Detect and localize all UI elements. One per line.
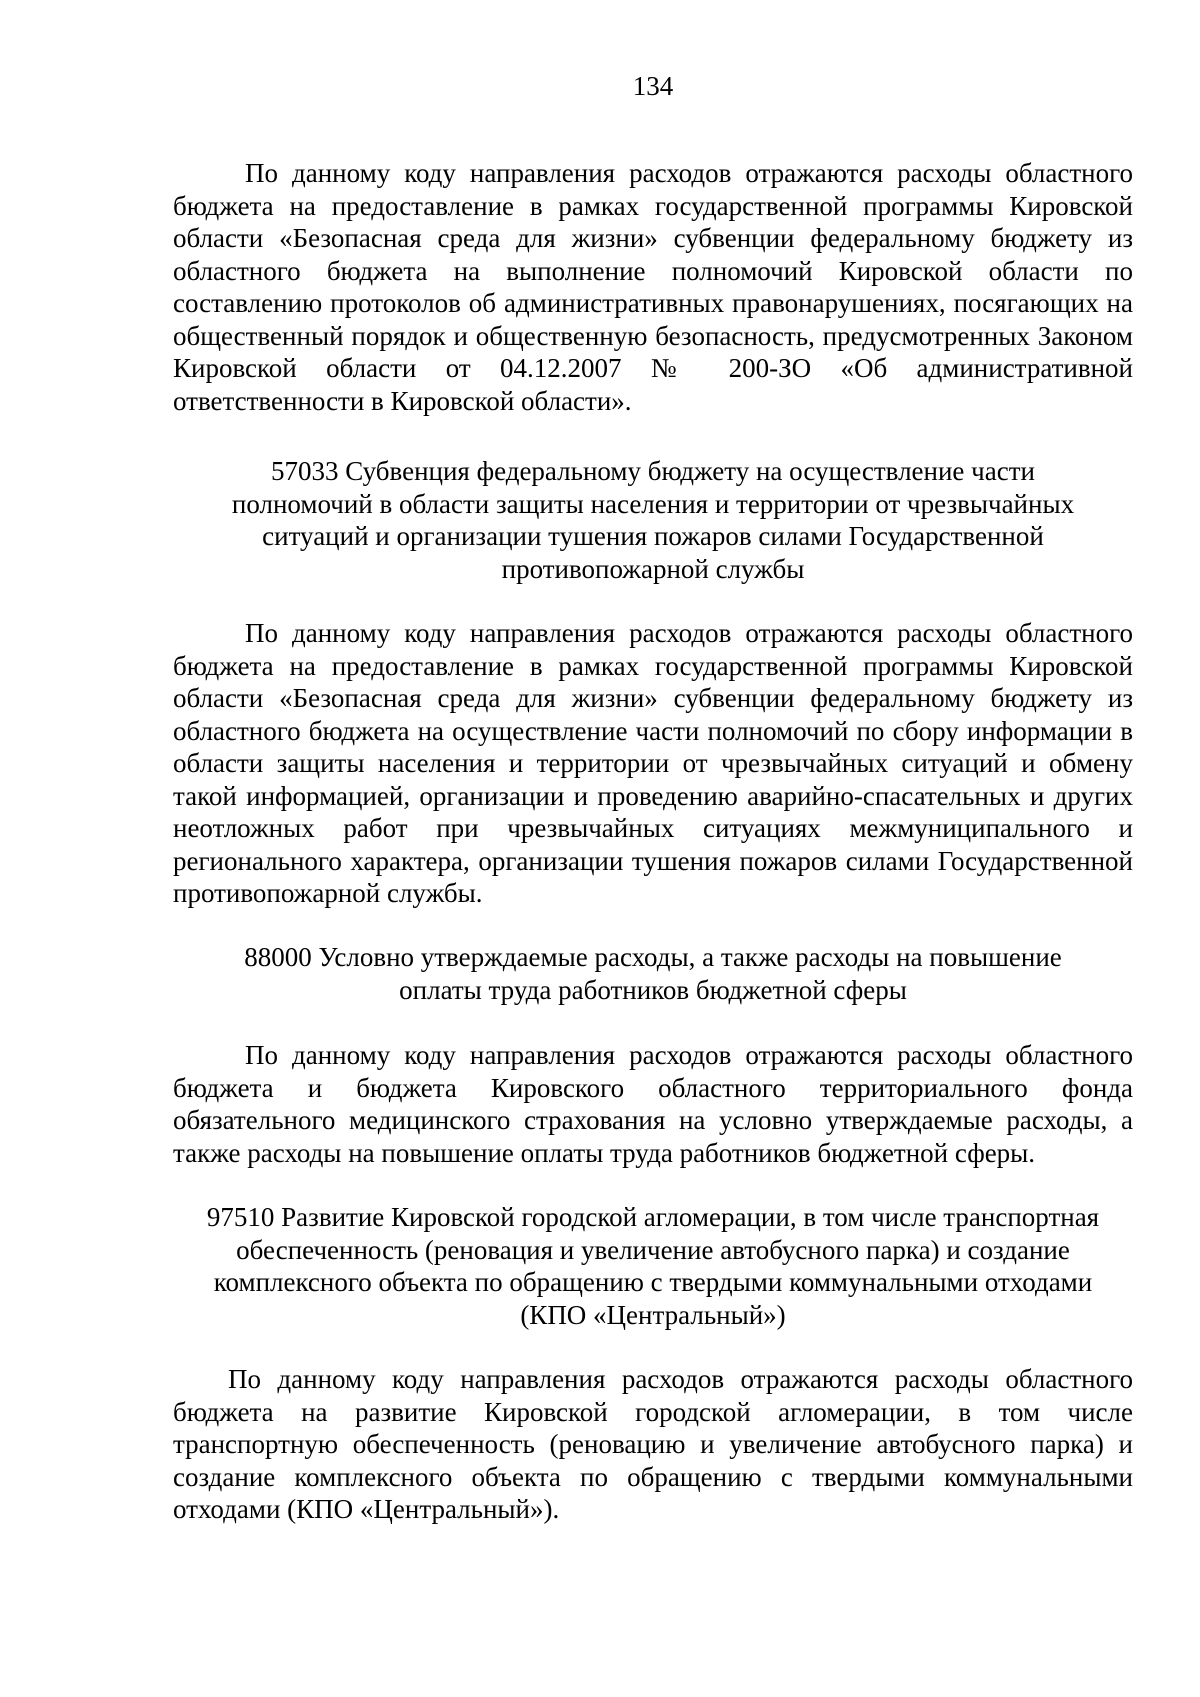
section-97510 — [173, 1201, 1133, 1331]
section-heading: 97510 Развитие Кировской городской агломерации, в том числе транспортная обеспеченность (реновация и увеличение автобусного парка) и создание комплексного объекта по обращению с твердыми коммунальными отходами (КПО «Центральный») — [206, 1202, 1100, 1330]
section-57033-body — [173, 617, 1133, 910]
body-paragraph: По данному коду направления расходов отражаются расходы областного бюджета на предоставление в рамках государственной программы Кировской области «Безопасная среда для жизни» субвенции федеральному бюджету из областного бюджета на выполнение полномочий Кировской области по составлению протоколов об административных правонарушениях, посягающих на общественный порядок и общественную безопасность, предусмотренных Законом Кировской области от 04.12.2007 № 200-ЗО «Об административной ответственности в Кировской области». — [173, 158, 1133, 416]
document-page — [173, 0, 1133, 1697]
body-paragraph: По данному коду направления расходов отражаются расходы областного бюджета на развитие Кировской городской агломерации, в том числе транспортную обеспеченность (реновацию и увеличение автобусного парка) и создание комплексного объекта по обращению с твердыми коммунальными отходами (КПО «Центральный»). — [173, 1364, 1133, 1524]
section-intro — [173, 157, 1133, 417]
page-number: 134 — [632, 71, 674, 101]
body-paragraph: По данному коду направления расходов отражаются расходы областного бюджета и бюджета Кировского областного территориального фонда обязательного медицинского страхования на условно утверждаемые расходы, а также расходы на повышение оплаты труда работников бюджетной сферы. — [173, 1040, 1133, 1168]
section-97510-body — [173, 1363, 1133, 1526]
section-88000 — [173, 941, 1133, 1006]
section-88000-body — [173, 1039, 1133, 1169]
section-heading: 88000 Условно утверждаемые расходы, а также расходы на повышение оплаты труда работников бюджетной сферы — [244, 942, 1062, 1005]
section-heading: 57033 Субвенция федеральному бюджету на осуществление части полномочий в области защиты населения и территории от чрезвычайных ситуаций и организации тушения пожаров силами Государственной противопожарной службы — [231, 456, 1075, 584]
body-paragraph: По данному коду направления расходов отражаются расходы областного бюджета на предоставление в рамках государственной программы Кировской области «Безопасная среда для жизни» субвенции федеральному бюджету из областного бюджета на осуществление части полномочий по сбору информации в области защиты населения и территории от чрезвычайных ситуаций и обмену такой информацией, организации и проведению аварийно-спасательных и других неотложных работ при чрезвычайных ситуациях межмуниципального и регионального характера, организации тушения пожаров силами Государственной противопожарной службы. — [173, 618, 1133, 908]
section-57033 — [173, 455, 1133, 585]
